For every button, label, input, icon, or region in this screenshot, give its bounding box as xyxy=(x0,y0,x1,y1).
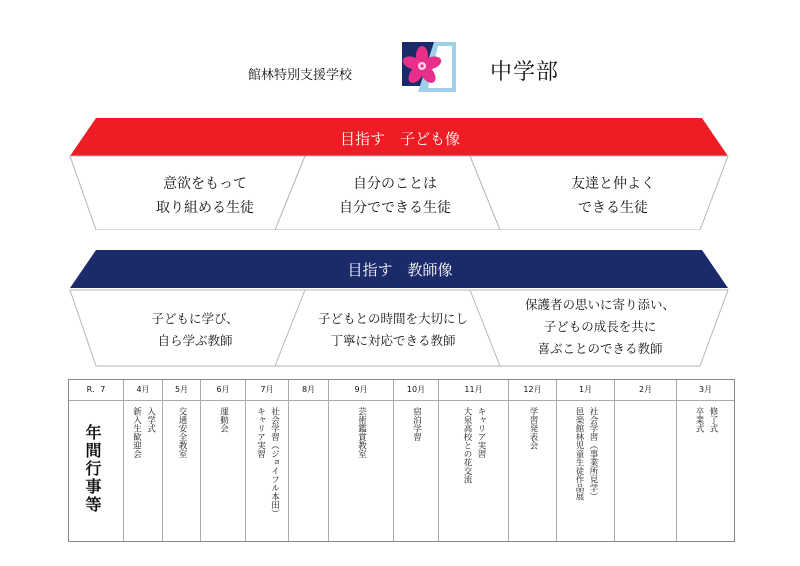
month-column-feb xyxy=(615,380,677,541)
month-header: 3月 xyxy=(677,380,734,401)
month-header: 9月 xyxy=(329,380,393,401)
teacher-goals-section xyxy=(0,250,800,368)
event-item: 芸術鑑賞教室 xyxy=(356,407,367,458)
school-name: 館林特別支援学校 xyxy=(248,68,353,83)
month-header: 4月 xyxy=(124,380,162,401)
month-column-oct xyxy=(394,380,439,541)
month-header: 8月 xyxy=(289,380,328,401)
event-item: 学習発表会 xyxy=(528,407,538,450)
event-item: 社会学習（事業所見学） xyxy=(588,407,598,501)
annual-events-label: 年間行事等 xyxy=(83,424,102,514)
event-item: キャリア実習 xyxy=(476,407,486,458)
event-item: 運動会 xyxy=(218,407,229,433)
header xyxy=(0,30,800,100)
month-header: 2月 xyxy=(615,380,676,401)
flower-emblem-icon xyxy=(398,38,462,118)
month-header: 1月 xyxy=(557,380,614,401)
teacher-goals-title: 目指す 教師像 xyxy=(347,261,453,279)
event-item: 修了式 xyxy=(708,407,718,433)
student-goals-title: 目指す 子ども像 xyxy=(339,130,460,148)
event-item: 宿泊学習 xyxy=(411,407,422,441)
event-item: 入学式 xyxy=(145,407,156,433)
student-goal-2: 自分のことは 自分でできる生徒 xyxy=(339,176,451,216)
month-column-aug xyxy=(289,380,329,541)
month-column-may xyxy=(163,380,201,541)
student-goals-section xyxy=(0,118,800,228)
teacher-goal-2: 子どもとの時間を大切にし 丁寧に対応できる教師 xyxy=(317,311,468,348)
event-item: 交通安全教室 xyxy=(177,407,187,458)
month-column-jul xyxy=(246,380,289,541)
calendar-label-column xyxy=(69,380,124,541)
event-item: 邑楽館林児童生徒作品展 xyxy=(574,407,584,501)
month-header: 5月 xyxy=(163,380,200,401)
month-column-dec xyxy=(509,380,557,541)
student-goal-1: 意欲をもって 取り組める生徒 xyxy=(156,176,254,216)
year-label: R．7 xyxy=(69,380,123,401)
month-column-mar xyxy=(677,380,734,541)
event-item: 社会学習（ジョイフル本田） xyxy=(269,407,280,518)
month-column-apr xyxy=(124,380,163,541)
month-column-sep xyxy=(329,380,394,541)
teacher-goal-3: 保護者の思いに寄り添い、 子どもの成長を共に 喜ぶことのできる教師 xyxy=(524,297,675,356)
student-goal-3: 友達と仲よく できる生徒 xyxy=(571,176,655,216)
month-column-jan xyxy=(557,380,615,541)
month-column-jun xyxy=(201,380,246,541)
month-header: 6月 xyxy=(201,380,245,401)
department-title: 中学部 xyxy=(490,60,560,85)
month-header: 7月 xyxy=(246,380,288,401)
event-item: 大泉高校との花交流 xyxy=(462,407,472,484)
month-header: 12月 xyxy=(509,380,556,401)
month-header: 11月 xyxy=(439,380,508,401)
teacher-goal-1: 子どもに学び、 自ら学ぶ教師 xyxy=(151,311,239,348)
event-item: 卒業式 xyxy=(694,407,704,433)
event-item: 新入生歓迎会 xyxy=(131,407,142,458)
month-header: 10月 xyxy=(394,380,438,401)
event-item: キャリア実習 xyxy=(255,407,266,458)
annual-calendar-table xyxy=(68,379,735,542)
month-column-nov xyxy=(439,380,509,541)
